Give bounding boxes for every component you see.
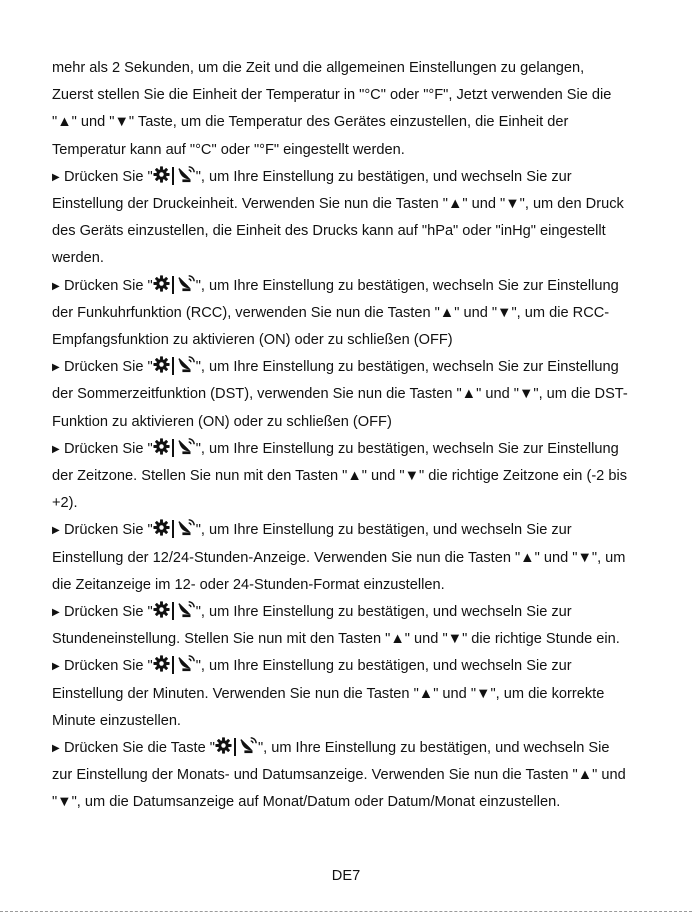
satellite-dish-icon [238, 736, 258, 754]
separator-bar [234, 738, 236, 756]
gear-icon [153, 601, 170, 618]
step-prefix: Drücken Sie " [64, 168, 153, 185]
step-continuation: Einstellung der Minuten. Verwenden Sie nun die Tasten "▲" und "▼", um die korrekte Minute einzustellen. [52, 685, 605, 729]
intro-line-3b: " und " [71, 114, 115, 131]
page-number: DE7 [331, 868, 361, 884]
down-arrow-symbol: ▼ [114, 114, 129, 131]
separator-bar [172, 602, 174, 620]
settings-key-symbol [153, 658, 196, 674]
step-prefix: Drücken Sie die Taste " [64, 740, 215, 757]
step-prefix: Drücken Sie " [64, 440, 153, 457]
step-first-line: ", um Ihre Einstellung zu bestätigen, und wechseln Sie [257, 740, 610, 757]
separator-bar [172, 520, 174, 538]
settings-key-symbol [153, 604, 196, 620]
settings-key-symbol [153, 522, 196, 538]
separator-bar [172, 276, 174, 294]
intro-paragraph [52, 55, 644, 164]
gear-icon [153, 356, 170, 373]
satellite-dish-icon [176, 654, 196, 672]
gear-icon [153, 166, 170, 183]
play-bullet-icon: ▶ [52, 280, 60, 292]
intro-line-1: mehr als 2 Sekunden, um die Zeit und die allgemeinen Einstellungen zu gelangen, [52, 60, 585, 76]
satellite-dish-icon [176, 437, 196, 455]
satellite-dish-icon [176, 165, 196, 183]
step-paragraph-3 [52, 354, 644, 436]
step-first-line: ", um Ihre Einstellung zu bestätigen, und wechseln Sie zur [195, 658, 572, 675]
step-continuation: der Zeitzone. Stellen Sie nun mit den Tasten "▲" und "▼" die richtige Zeitzone ein (-2 bis +2). [52, 468, 628, 512]
step-paragraph-1 [52, 164, 644, 273]
step-first-line: ", um Ihre Einstellung zu bestätigen, wechseln Sie zur Einstellung [195, 359, 619, 376]
separator-bar [172, 357, 174, 375]
step-first-line: ", um Ihre Einstellung zu bestätigen, und wechseln Sie zur [195, 168, 572, 185]
step-prefix: Drücken Sie " [64, 522, 153, 539]
play-bullet-icon: ▶ [52, 362, 60, 374]
satellite-dish-icon [176, 518, 196, 536]
document-body [52, 55, 644, 817]
settings-key-symbol [153, 359, 196, 375]
satellite-dish-icon [176, 355, 196, 373]
step-prefix: Drücken Sie " [64, 604, 153, 621]
steps-list [52, 164, 644, 817]
satellite-dish-icon [176, 274, 196, 292]
play-bullet-icon: ▶ [52, 661, 60, 673]
step-paragraph-4 [52, 436, 644, 518]
settings-key-symbol [153, 169, 196, 185]
up-arrow-symbol: ▲ [57, 114, 72, 131]
step-paragraph-2 [52, 273, 644, 355]
satellite-dish-icon [176, 600, 196, 618]
gear-icon [153, 438, 170, 455]
play-bullet-icon: ▶ [52, 443, 60, 455]
step-prefix: Drücken Sie " [64, 359, 153, 376]
intro-line-3c: " Taste, um die Temperatur des Gerätes einzustellen, die Einheit der [128, 114, 569, 131]
separator-bar [172, 167, 174, 185]
play-bullet-icon: ▶ [52, 743, 60, 755]
settings-key-symbol [153, 441, 196, 457]
step-paragraph-7 [52, 653, 644, 735]
step-first-line: ", um Ihre Einstellung zu bestätigen, wechseln Sie zur Einstellung [195, 277, 619, 294]
intro-line-4: Temperatur kann auf "°C" oder "°F" eingestellt werden. [52, 141, 405, 158]
step-paragraph-8 [52, 735, 644, 817]
separator-bar [172, 439, 174, 457]
intro-line-3a: " [52, 114, 58, 131]
settings-key-symbol [215, 740, 258, 756]
step-continuation: der Sommerzeitfunktion (DST), verwenden Sie nun die Tasten "▲" und "▼", um die DST-Funktion zu aktivieren (ON) oder zu schließen (OFF) [52, 386, 628, 430]
step-prefix: Drücken Sie " [64, 277, 153, 294]
step-paragraph-5 [52, 517, 644, 599]
page-bottom-rule [0, 911, 692, 912]
gear-icon [153, 519, 170, 536]
gear-icon [153, 275, 170, 292]
step-prefix: Drücken Sie " [64, 658, 153, 675]
step-first-line: ", um Ihre Einstellung zu bestätigen, und wechseln Sie zur [195, 522, 572, 539]
play-bullet-icon: ▶ [52, 525, 60, 537]
step-first-line: ", um Ihre Einstellung zu bestätigen, wechseln Sie zur Einstellung [195, 440, 619, 457]
step-continuation: Einstellung der 12/24-Stunden-Anzeige. Verwenden Sie nun die Tasten "▲" und "▼", um die Zeitanzeige im 12- oder 24-Stunden-Format einzustellen. [52, 549, 626, 593]
play-bullet-icon: ▶ [52, 171, 60, 183]
separator-bar [172, 656, 174, 674]
step-paragraph-6 [52, 599, 644, 653]
gear-icon [215, 737, 232, 754]
gear-icon [153, 655, 170, 672]
step-continuation: Einstellung der Druckeinheit. Verwenden Sie nun die Tasten "▲" und "▼", um den Druck des Geräts einzustellen, die Einheit des Drucks kann auf "hPa" oder "inHg" eingestellt werden. [52, 196, 624, 267]
step-first-line: ", um Ihre Einstellung zu bestätigen, und wechseln Sie zur [195, 604, 572, 621]
play-bullet-icon: ▶ [52, 607, 60, 619]
step-continuation: der Funkuhrfunktion (RCC), verwenden Sie nun die Tasten "▲" und "▼", um die RCC-Empfangsfunktion zu aktivieren (ON) oder zu schließen (OFF) [52, 304, 610, 349]
settings-key-symbol [153, 278, 196, 294]
step-continuation: Stundeneinstellung. Stellen Sie nun mit den Tasten "▲" und "▼" die richtige Stunde ein. [52, 631, 620, 648]
step-continuation: zur Einstellung der Monats- und Datumsanzeige. Verwenden Sie nun die Tasten "▲" und "▼", um die Datumsanzeige auf Monat/Datum oder Datum/Monat einzustellen. [52, 767, 626, 811]
intro-line-2: Zuerst stellen Sie die Einheit der Temperatur in "°C" oder "°F", Jetzt verwenden Sie die [52, 87, 612, 104]
